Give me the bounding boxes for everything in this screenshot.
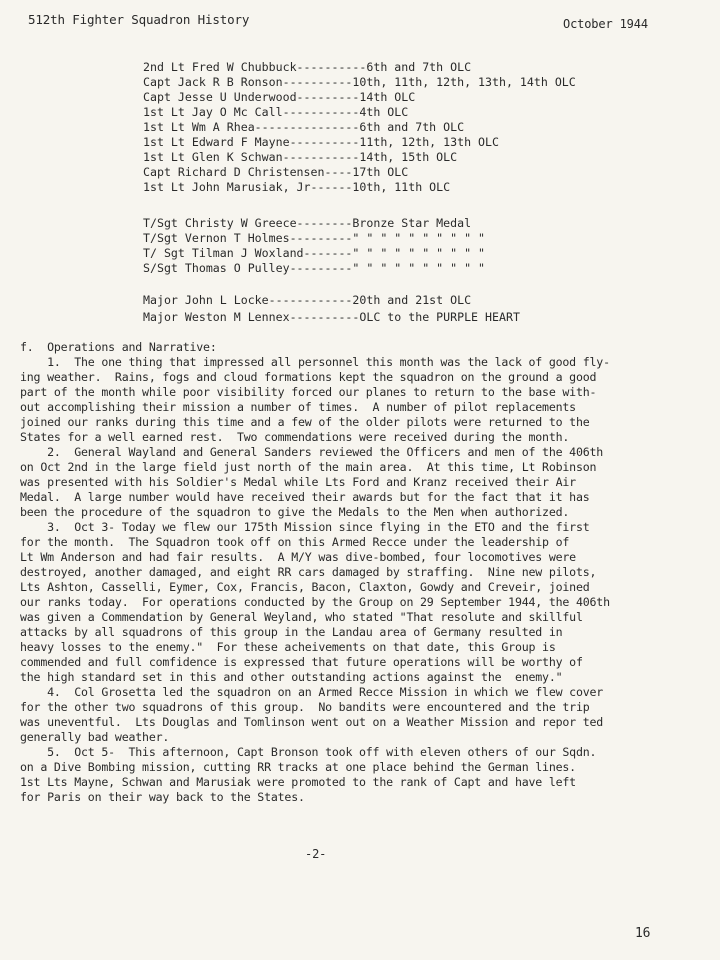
text-line: destroyed, another damaged, and eight RR cars damaged by straffing. Nine new pilots, — [20, 565, 597, 579]
award-line: S/Sgt Thomas O Pulley---------" " " " " " " " " " — [143, 261, 486, 275]
award-line: Capt Richard D Christensen----17th OLC — [143, 165, 409, 179]
award-line: Capt Jesse U Underwood---------14th OLC — [143, 90, 416, 104]
text-line: 2. General Wayland and General Sanders reviewed the Officers and men of the 406th — [20, 445, 604, 459]
text-line: Medal. A large number would have received their awards but for the fact that it has — [20, 490, 590, 504]
text-line: part of the month while poor visibility forced our planes to return to the base with- — [20, 385, 597, 399]
text-line: on Oct 2nd in the large field just north of the main area. At this time, Lt Robinson — [20, 460, 597, 474]
award-line: 1st Lt Edward F Mayne----------11th, 12th, 13th OLC — [143, 135, 499, 149]
award-line: Capt Jack R B Ronson----------10th, 11th, 12th, 13th, 14th OLC — [143, 75, 576, 89]
award-line: Major John L Locke------------20th and 21st OLC — [143, 293, 472, 307]
text-line: 3. Oct 3- Today we flew our 175th Mission since flying in the ETO and the first — [20, 520, 590, 534]
document-title: 512th Fighter Squadron History — [28, 12, 250, 27]
text-line: for the month. The Squadron took off on this Armed Recce under the leadership of — [20, 535, 570, 549]
text-line: joined our ranks during this time and a few of the older pilots were returned to the — [20, 415, 590, 429]
text-line: attacks by all squadrons of this group in the Landau area of Germany resulted in — [20, 625, 563, 639]
text-line: States for a well earned rest. Two commendations were received during the month. — [20, 430, 570, 444]
section-heading: f. Operations and Narrative: — [20, 340, 217, 354]
text-line: for Paris on their way back to the States. — [20, 790, 305, 804]
text-line: was given a Commendation by General Weyland, who stated "That resolute and skillful — [20, 610, 583, 624]
text-line: the high standard set in this and other outstanding actions against the enemy." — [20, 670, 563, 684]
text-line: out accomplishing their mission a number of times. A number of pilot replacements — [20, 400, 576, 414]
text-line: was presented with his Soldier's Medal while Lts Ford and Kranz received their Air — [20, 475, 576, 489]
award-line: 2nd Lt Fred W Chubbuck----------6th and 7th OLC — [143, 60, 472, 74]
text-line: Lts Ashton, Casselli, Eymer, Cox, Francis, Bacon, Claxton, Gowdy and Creveir, joined — [20, 580, 590, 594]
text-line: heavy losses to the enemy." For these acheivements on that date, this Group is — [20, 640, 556, 654]
award-line: T/Sgt Vernon T Holmes---------" " " " " " " " " " — [143, 231, 486, 245]
award-line: 1st Lt Jay O Mc Call-----------4th OLC — [143, 105, 409, 119]
text-line: ing weather. Rains, fogs and cloud formations kept the squadron on the ground a good — [20, 370, 597, 384]
text-line: for the other two squadrons of this group. No bandits were encountered and the trip — [20, 700, 590, 714]
text-line: 1. The one thing that impressed all personnel this month was the lack of good fly- — [20, 355, 610, 369]
text-line: commended and full comfidence is expressed that future operations will be worthy of — [20, 655, 583, 669]
text-line: 4. Col Grosetta led the squadron on an Armed Recce Mission in which we flew cover — [20, 685, 604, 699]
award-line: T/Sgt Christy W Greece--------Bronze Star Medal — [143, 216, 472, 230]
text-line: 1st Lts Mayne, Schwan and Marusiak were promoted to the rank of Capt and have left — [20, 775, 576, 789]
text-line: Lt Wm Anderson and had fair results. A M/Y was dive-bombed, four locomotives were — [20, 550, 576, 564]
text-line: was uneventful. Lts Douglas and Tomlinson went out on a Weather Mission and repor ted — [20, 715, 604, 729]
text-line: on a Dive Bombing mission, cutting RR tracks at one place behind the German lines. — [20, 760, 576, 774]
text-line: generally bad weather. — [20, 730, 170, 744]
award-line: 1st Lt Glen K Schwan-----------14th, 15th OLC — [143, 150, 458, 164]
award-line: 1st Lt Wm A Rhea---------------6th and 7th OLC — [143, 120, 465, 134]
award-line: T/ Sgt Tilman J Woxland-------" " " " " " " " " " — [143, 246, 486, 260]
award-line: Major Weston M Lennex----------OLC to the PURPLE HEART — [143, 310, 520, 324]
award-line: 1st Lt John Marusiak, Jr------10th, 11th OLC — [143, 180, 451, 194]
text-line: 5. Oct 5- This afternoon, Capt Bronson took off with eleven others of our Sqdn. — [20, 745, 597, 759]
document-date: October 1944 — [563, 17, 648, 31]
text-line: been the procedure of the squadron to give the Medals to the Men when authorized. — [20, 505, 570, 519]
page-marker: -2- — [305, 847, 327, 861]
page-number: 16 — [635, 926, 651, 941]
text-line: our ranks today. For operations conducted by the Group on 29 September 1944, the 406th — [20, 595, 610, 609]
